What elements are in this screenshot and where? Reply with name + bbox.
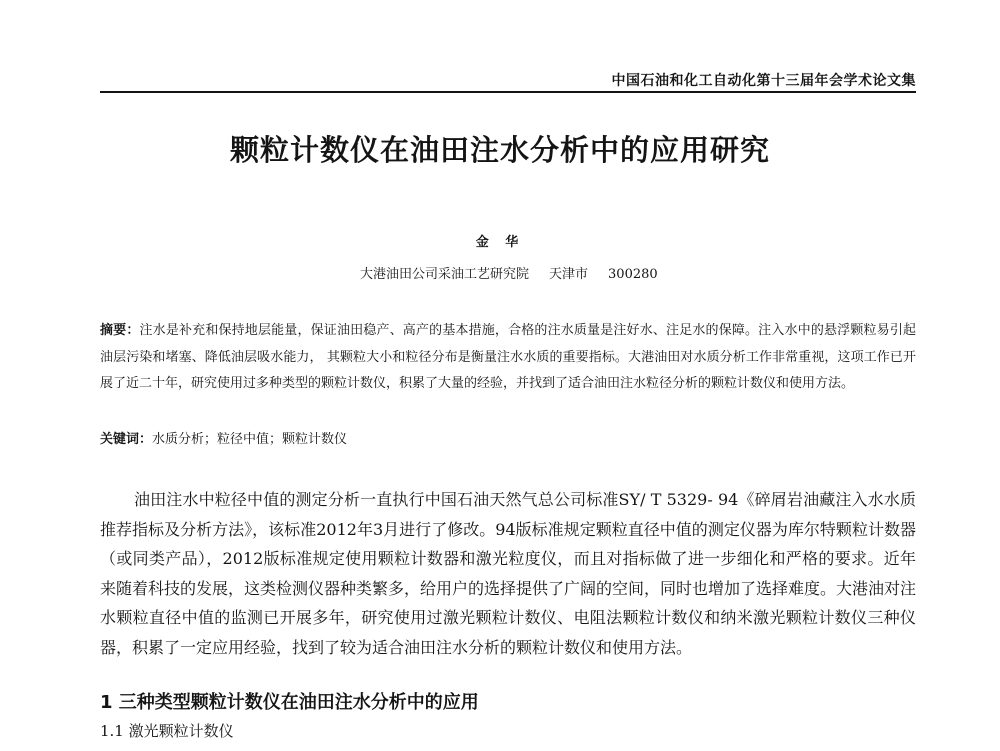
affiliation-city: 天津市 xyxy=(549,267,589,282)
body-paragraph: 油田注水中粒径中值的测定分析一直执行中国石油天然气总公司标准SY/ T 5329- 94《碎屑岩油藏注入水水质推荐指标及分析方法》，该标准2012年3月进行了修改。94版标准规定颗粒直径中值的测定仪器为库尔特颗粒计数器（或同类产品），2012版标准规定使用颗粒计数器和激光粒度仪，而且对指标做了进一步细化和严格的要求。近年来随着科技的发展，这类检测仪器种类繁多，给用户的选择提供了广阔的空间，同时也增加了选择难度。大港油对注水颗粒直径中值的监测已开展多年，研究使用过激光颗粒计数仪、电阻法颗粒计数仪和纳米激光颗粒计数仪三种仪器，积累了一定应用经验，找到了较为适合油田注水分析的颗粒计数仪和使用方法。 xyxy=(100,490,917,657)
section-heading: 1 三种类型颗粒计数仪在油田注水分析中的应用 xyxy=(100,692,479,713)
keywords-text: 水质分析；粒径中值；颗粒计数仪 xyxy=(152,432,348,447)
keywords xyxy=(100,428,347,447)
affiliation-postcode: 300280 xyxy=(608,267,658,282)
abstract xyxy=(100,318,916,398)
keywords-label: 关键词： xyxy=(100,432,153,447)
affiliation xyxy=(360,263,658,282)
subsection-heading: 1.1 激光颗粒计数仪 xyxy=(100,722,234,740)
author-name: 金 华 xyxy=(475,235,525,250)
header-rule xyxy=(100,91,916,93)
running-header: 中国石油和化工自动化第十三届年会学术论文集 xyxy=(611,73,916,89)
abstract-text: 注水是补充和保持地层能量，保证油田稳产、高产的基本措施，合格的注水质量是注好水、注足水的保障。注入水中的悬浮颗粒易引起油层污染和堵塞、降低油层吸水能力， 其颗粒大小和粒径分布是衡量注水水质的重要指标。大港油田对水质分析工作非常重视，这项工作已开展了近二十年，研究使用过多种类型的颗粒计数仪，积累了大量的经验，并找到了适合油田注水粒径分析的颗粒计数仪和使用方法。 xyxy=(100,323,916,391)
paper-title: 颗粒计数仪在油田注水分析中的应用研究 xyxy=(229,133,770,167)
affiliation-institute: 大港油田公司采油工艺研究院 xyxy=(360,267,530,282)
abstract-label: 摘要： xyxy=(100,323,140,338)
